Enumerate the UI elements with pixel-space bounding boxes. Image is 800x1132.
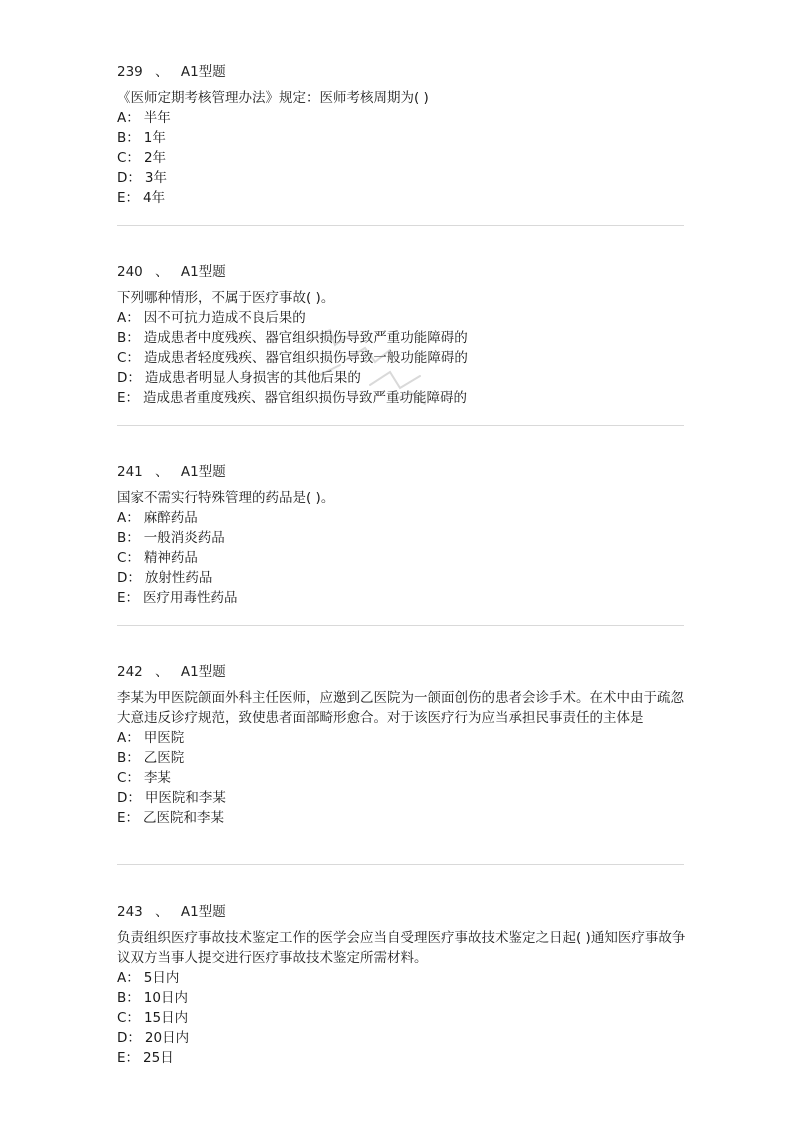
option-letter: D： (117, 170, 141, 186)
option-e (117, 588, 687, 608)
option-text: 精神药品 (143, 550, 198, 566)
option-c (117, 768, 687, 788)
option-letter: B： (117, 750, 140, 766)
option-letter: C： (117, 150, 140, 166)
option-c (117, 548, 687, 568)
option-text: 造成患者轻度残疾、器官组织损伤导致一般功能障碍的 (143, 350, 468, 366)
divider (117, 864, 684, 865)
question-type: A1型题 (180, 664, 226, 680)
option-text: 医疗用毒性药品 (143, 590, 238, 606)
question-241 (117, 462, 687, 608)
option-text: 甲医院和李某 (144, 790, 226, 806)
option-text: 造成患者重度残疾、器官组织损伤导致严重功能障碍的 (143, 390, 468, 406)
option-text: 20日内 (144, 1030, 190, 1046)
option-text: 放射性药品 (144, 570, 213, 586)
option-letter: C： (117, 550, 140, 566)
question-number: 240 (117, 264, 143, 280)
question-sep: 、 (155, 664, 169, 680)
question-stem: 国家不需实行特殊管理的药品是( )。 (117, 490, 335, 506)
option-text: 1年 (143, 130, 166, 146)
question-stem: 《医师定期考核管理办法》规定：医师考核周期为( ) (117, 90, 429, 106)
option-letter: E： (117, 1050, 140, 1066)
question-number: 239 (117, 64, 143, 80)
option-a (117, 108, 687, 128)
option-b (117, 128, 687, 148)
option-a (117, 308, 687, 328)
option-letter: A： (117, 730, 140, 746)
option-d (117, 368, 687, 388)
question-sep: 、 (155, 64, 169, 80)
option-text: 李某 (143, 770, 171, 786)
question-header (117, 662, 687, 682)
question-type: A1型题 (180, 904, 226, 920)
question-stem: 负责组织医疗事故技术鉴定工作的医学会应当自受理医疗事故技术鉴定之日起( )通知医疗事故争议双方当事人提交进行医疗事故技术鉴定所需材料。 (117, 930, 686, 966)
question-243 (117, 902, 687, 1068)
divider (117, 225, 684, 226)
option-letter: C： (117, 770, 140, 786)
option-text: 25日 (143, 1050, 174, 1066)
question-number: 241 (117, 464, 143, 480)
option-e (117, 808, 687, 828)
option-text: 乙医院 (143, 750, 185, 766)
option-a (117, 728, 687, 748)
option-letter: A： (117, 970, 140, 986)
option-c (117, 348, 687, 368)
option-d (117, 168, 687, 188)
question-number: 243 (117, 904, 143, 920)
option-text: 因不可抗力造成不良后果的 (143, 310, 306, 326)
option-text: 2年 (143, 150, 167, 166)
option-letter: A： (117, 310, 140, 326)
option-b (117, 528, 687, 548)
question-242 (117, 662, 687, 828)
option-letter: D： (117, 790, 141, 806)
option-e (117, 188, 687, 208)
divider (117, 425, 684, 426)
option-letter: B： (117, 530, 140, 546)
option-text: 乙医院和李某 (143, 810, 225, 826)
option-text: 麻醉药品 (143, 510, 198, 526)
option-d (117, 1028, 687, 1048)
question-header (117, 462, 687, 482)
option-text: 一般消炎药品 (143, 530, 225, 546)
option-text: 甲医院 (143, 730, 185, 746)
question-stem: 下列哪种情形，不属于医疗事故( )。 (117, 290, 335, 306)
option-text: 造成患者中度残疾、器官组织损伤导致严重功能障碍的 (143, 330, 468, 346)
option-letter: B： (117, 130, 140, 146)
option-e (117, 1048, 687, 1068)
option-e (117, 388, 687, 408)
question-240 (117, 262, 687, 408)
option-letter: C： (117, 1010, 140, 1026)
option-d (117, 788, 687, 808)
option-letter: C： (117, 350, 140, 366)
option-letter: D： (117, 570, 141, 586)
option-a (117, 968, 687, 988)
question-stem: 李某为甲医院颌面外科主任医师，应邀到乙医院为一颌面创伤的患者会诊手术。在术中由于疏忽大意违反诊疗规范，致使患者面部畸形愈合。对于该医疗行为应当承担民事责任的主体是 (117, 690, 684, 726)
option-c (117, 1008, 687, 1028)
option-letter: E： (117, 190, 140, 206)
question-sep: 、 (155, 464, 169, 480)
option-letter: E： (117, 810, 140, 826)
option-c (117, 148, 687, 168)
question-header (117, 902, 687, 922)
option-letter: D： (117, 1030, 141, 1046)
option-b (117, 328, 687, 348)
question-header (117, 262, 687, 282)
option-letter: B： (117, 990, 140, 1006)
question-type: A1型题 (180, 264, 226, 280)
option-letter: E： (117, 590, 140, 606)
question-sep: 、 (155, 904, 169, 920)
question-number: 242 (117, 664, 143, 680)
option-letter: E： (117, 390, 140, 406)
option-letter: A： (117, 510, 140, 526)
question-header (117, 62, 687, 82)
option-b (117, 988, 687, 1008)
option-text: 5日内 (143, 970, 180, 986)
option-letter: B： (117, 330, 140, 346)
option-text: 半年 (143, 110, 171, 126)
question-sep: 、 (155, 264, 169, 280)
option-text: 4年 (143, 190, 166, 206)
option-b (117, 748, 687, 768)
divider (117, 625, 684, 626)
option-text: 3年 (144, 170, 167, 186)
option-text: 10日内 (143, 990, 188, 1006)
question-type: A1型题 (180, 464, 226, 480)
option-text: 15日内 (143, 1010, 189, 1026)
option-d (117, 568, 687, 588)
option-text: 造成患者明显人身损害的其他后果的 (144, 370, 361, 386)
question-type: A1型题 (180, 64, 226, 80)
option-letter: A： (117, 110, 140, 126)
option-letter: D： (117, 370, 141, 386)
question-239 (117, 62, 687, 208)
option-a (117, 508, 687, 528)
